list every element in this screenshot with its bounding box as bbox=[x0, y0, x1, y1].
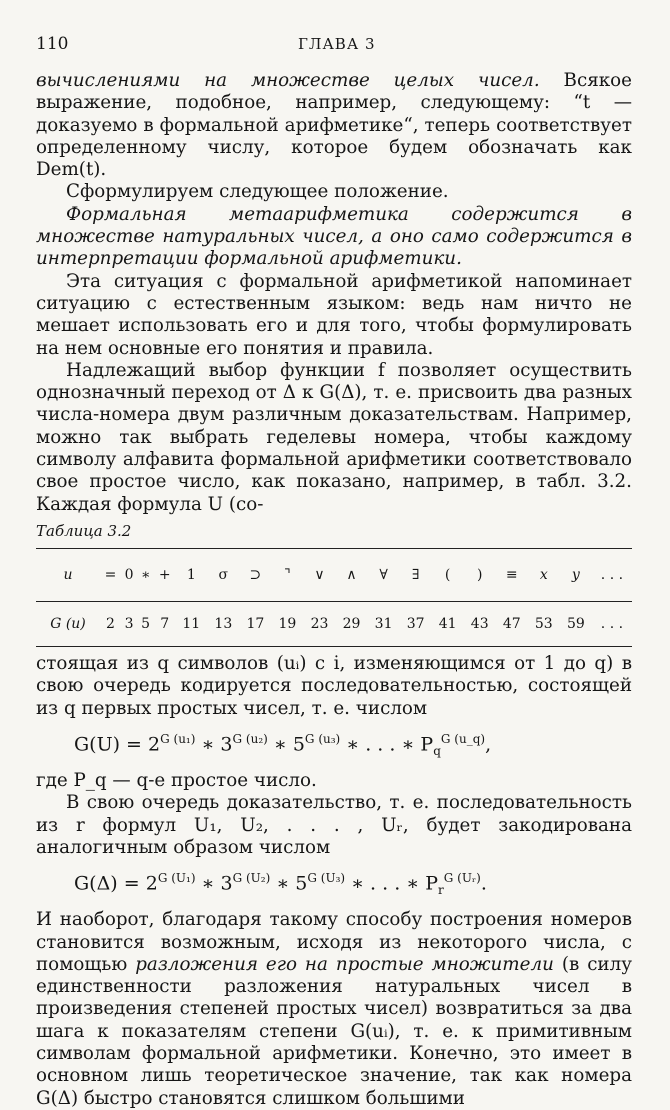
code-cell: 17 bbox=[246, 615, 265, 632]
symbol-cell: ∗ bbox=[140, 566, 151, 583]
code-cell: 5 bbox=[141, 615, 151, 632]
code-cell: 31 bbox=[374, 615, 393, 632]
formula-godel-number-formula bbox=[74, 726, 632, 764]
symbol-cell: . . . bbox=[600, 566, 624, 583]
paragraph-6: стоящая из q символов (uᵢ) с i, изменяющимся от 1 до q) в свою очередь кодируется последовательностью, состоящей из q первых простых чисел, т. е. числом bbox=[36, 652, 632, 719]
table-row-symbols bbox=[36, 549, 632, 602]
symbol-cell: + bbox=[158, 566, 171, 583]
code-cell: 3 bbox=[124, 615, 134, 632]
symbol-cell: x bbox=[539, 566, 548, 583]
symbol-cell: ⊃ bbox=[249, 566, 262, 583]
symbol-cell: ∨ bbox=[314, 566, 325, 583]
formula-2-part-3: ∗ 5 bbox=[270, 872, 308, 895]
formula-2-exp-3: G (U₃) bbox=[307, 871, 346, 886]
formula-2-part-4: ∗ . . . ∗ P bbox=[345, 872, 439, 895]
code-cell: 2 bbox=[106, 615, 115, 632]
code-cell: 43 bbox=[470, 615, 489, 632]
formula-1-exp-4: G (u_q) bbox=[440, 731, 486, 746]
code-cell: 7 bbox=[160, 615, 170, 632]
formula-1-part-2: ∗ 3 bbox=[195, 733, 233, 756]
symbol-cell: u bbox=[63, 566, 73, 583]
paragraph-8: В свою очередь доказательство, т. е. последовательность из r формул U₁, U₂, . . . , Uᵣ, будет закодирована аналогичным образом числом bbox=[36, 792, 632, 858]
formula-1-exp-1: G (u₁) bbox=[160, 731, 196, 746]
formula-2-exp-1: G (U₁) bbox=[157, 871, 196, 886]
code-cell: 47 bbox=[502, 615, 521, 632]
formula-2-exp-2: G (U₂) bbox=[232, 871, 271, 886]
page-number: 110 bbox=[36, 34, 69, 54]
paragraph-9 bbox=[36, 909, 632, 1110]
code-cell: 11 bbox=[182, 615, 201, 632]
code-cell: G (u) bbox=[50, 615, 86, 632]
paragraph-4: Эта ситуация с формальной арифметикой напоминает ситуацию с естественным языком: ведь нам ничто не мешает использовать его и для того, чтобы формулировать на нем основные его понятия и правила. bbox=[36, 270, 632, 359]
symbol-cell: σ bbox=[218, 566, 229, 583]
chapter-title: ГЛАВА 3 bbox=[298, 35, 376, 53]
formula-1-part-3: ∗ 5 bbox=[267, 733, 305, 756]
code-cell: 59 bbox=[566, 615, 585, 632]
formula-2-part-2: ∗ 3 bbox=[195, 872, 233, 895]
table-caption: Таблица 3.2 bbox=[36, 521, 132, 540]
symbol-cell: y bbox=[571, 566, 580, 583]
formula-2-subscript: r bbox=[438, 883, 444, 898]
paragraph-1-text: Всякое выражение, подобное, например, следующему: “t — доказуемо в формальной арифметике“, теперь соответствует определенному числу, которое будем обозначать как Dem(t). bbox=[36, 70, 632, 181]
symbol-cell: ( bbox=[444, 566, 451, 583]
formula-godel-number-proof bbox=[74, 865, 632, 903]
code-cell: 37 bbox=[406, 615, 425, 632]
symbol-cell: ∧ bbox=[346, 566, 357, 583]
paragraph-7: где P_q — q-е простое число. bbox=[36, 769, 317, 791]
code-cell: 29 bbox=[342, 615, 361, 632]
book-page bbox=[36, 34, 632, 1110]
paragraph-9-italic: разложения его на простые множители bbox=[135, 953, 554, 975]
formula-1-end: , bbox=[485, 733, 492, 756]
paragraph-2: Сформулируем следующее положение. bbox=[66, 181, 449, 203]
code-cell: 19 bbox=[278, 615, 297, 632]
paragraph-5: Надлежащий выбор функции f позволяет осуществить однозначный переход от Δ к G(Δ), т. е. присвоить два разных числа-номера двум различным доказательствам. Например, можно так выбрать геделевы номера, чтобы каждому символу алфавита формальной арифметики соответствовало свое простое число, как показано, например, в табл. 3.2. Каждая формула U (со- bbox=[36, 359, 632, 515]
symbol-cell: ≡ bbox=[505, 566, 518, 583]
code-cell: 41 bbox=[438, 615, 457, 632]
paragraph-1 bbox=[36, 70, 632, 181]
symbol-cell: 1 bbox=[186, 566, 196, 583]
symbol-cell: ∃ bbox=[411, 566, 420, 583]
formula-1-lhs: G(U) = 2 bbox=[74, 733, 161, 756]
code-cell: 53 bbox=[534, 615, 553, 632]
formula-1-exp-2: G (u₂) bbox=[232, 731, 268, 746]
symbol-cell: ∀ bbox=[379, 566, 388, 583]
formula-1-part-4: ∗ . . . ∗ P bbox=[340, 733, 434, 756]
page-header bbox=[36, 34, 632, 70]
code-cell: . . . bbox=[600, 615, 624, 632]
table-row-codes bbox=[36, 602, 632, 647]
symbol-cell: = bbox=[104, 566, 117, 583]
code-cell: 23 bbox=[310, 615, 329, 632]
formula-2-end: . bbox=[480, 872, 487, 895]
symbol-cell: 0 bbox=[124, 566, 134, 583]
code-cell: 13 bbox=[214, 615, 233, 632]
formula-1-exp-3: G (u₃) bbox=[304, 731, 341, 746]
paragraph-9-text-b: (в силу единственности разложения натуральных чисел в произведения степеней простых чисел) возвратиться за два шага к показателям степени G(uᵢ), т. е. к примитивным символам формальной арифметики. Конечно, это имеет в основном лишь теоретическое значение, так как номера G(Δ) быстро становятся слишком большими bbox=[36, 953, 632, 1109]
symbol-cell: ) bbox=[476, 566, 483, 583]
godel-number-table bbox=[36, 548, 632, 647]
paragraph-3-statement: Формальная метаарифметика содержится в множестве натуральных чисел, а оно само содержится в интерпретации формальной арифметики. bbox=[36, 203, 632, 270]
formula-2-exp-4: G (Uᵣ) bbox=[443, 871, 481, 886]
formula-1-subscript: q bbox=[433, 743, 441, 758]
formula-2-lhs: G(Δ) = 2 bbox=[74, 872, 158, 895]
symbol-cell: ⌝ bbox=[284, 566, 291, 583]
paragraph-1-italic: вычислениями на множестве целых чисел. bbox=[36, 70, 540, 91]
paragraph-9-text-a: И наоборот, благодаря такому способу построения номеров становится возможным, исходя из некоторого числа, с помощью bbox=[36, 909, 632, 975]
